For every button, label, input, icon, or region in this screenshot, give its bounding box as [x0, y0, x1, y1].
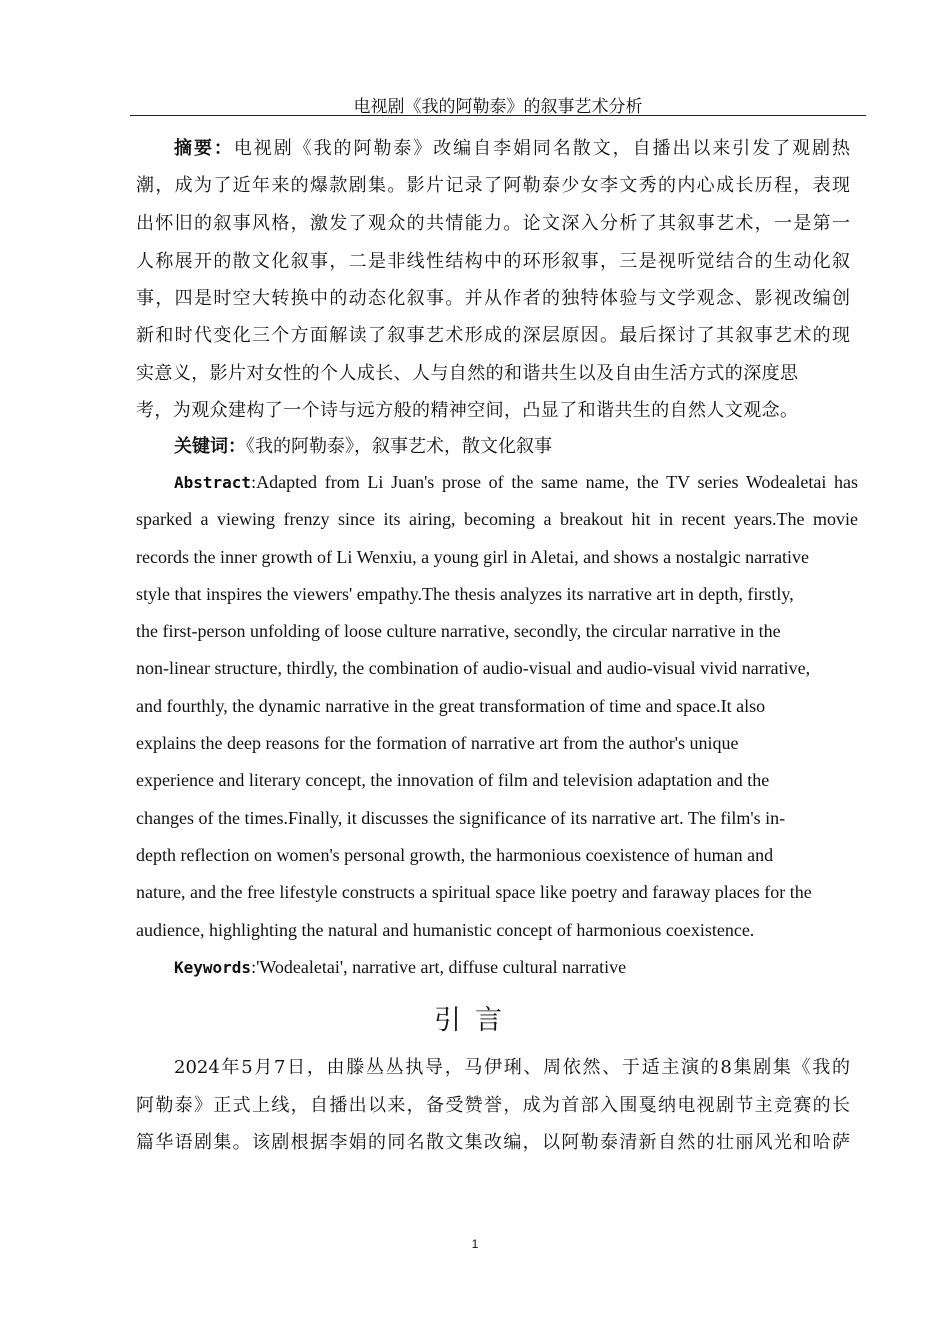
abstract-cn-line: 考，为观众建构了一个诗与远方般的精神空间，凸显了和谐共生的自然人文观念。 — [136, 400, 799, 421]
running-header: 电视剧《我的阿勒泰》的叙事艺术分析 — [353, 97, 643, 117]
abstract-en-line: Abstract:Adapted from Li Juan's prose of the same name, the TV series Wodealetai has — [174, 472, 858, 492]
abstract-cn-line: 人称展开的散文化叙事，二是非线性结构中的环形叙事，三是视听觉结合的生动化叙 — [136, 251, 850, 272]
abstract-en-label: Abstract — [174, 473, 252, 492]
abstract-en-line: nature, and the free lifestyle constructs a spiritual space like poetry and faraway places for the — [136, 882, 812, 902]
abstract-en-line: records the inner growth of Li Wenxiu, a young girl in Aletai, and shows a nostalgic narrative — [136, 547, 810, 567]
abstract-en-line: non-linear structure, thirdly, the combination of audio-visual and audio-visual vivid narrative, — [136, 658, 811, 678]
keywords-cn-text: 《我的阿勒泰》，叙事艺术，散文化叙事 — [246, 436, 552, 457]
abstract-cn-label: 摘要： — [174, 138, 234, 159]
intro-line: 2024年5月7日，由滕丛丛执导，马伊琍、周依然、于适主演的8集剧集《我的 — [174, 1057, 850, 1078]
abstract-en-line: explains the deep reasons for the formation of narrative art from the author's unique — [136, 733, 739, 753]
abstract-cn-line: 潮，成为了近年来的爆款剧集。影片记录了阿勒泰少女李文秀的内心成长历程，表现 — [136, 175, 850, 196]
abstract-en-line: changes of the times.Finally, it discusses the significance of its narrative art. The film's in- — [136, 808, 786, 828]
abstract-en-line: experience and literary concept, the innovation of film and television adaptation and the — [136, 770, 770, 790]
abstract-cn-line: 出怀旧的叙事风格，激发了观众的共情能力。论文深入分析了其叙事艺术，一是第一 — [136, 213, 850, 234]
keywords-en-text: 'Wodealetai', narrative art, diffuse cultural narrative — [256, 957, 627, 977]
keywords-en: Keywords:'Wodealetai', narrative art, diffuse cultural narrative — [174, 957, 627, 977]
abstract-en-line: style that inspires the viewers' empathy.The thesis analyzes its narrative art in depth, firstly, — [136, 584, 794, 604]
page-number: 1 — [471, 1237, 479, 1251]
header-rule — [130, 115, 866, 116]
abstract-en-line: the first-person unfolding of loose culture narrative, secondly, the circular narrative in the — [136, 621, 781, 641]
abstract-en-line: and fourthly, the dynamic narrative in the great transformation of time and space.It also — [136, 696, 766, 716]
section-heading-intro: 引言 — [434, 1005, 516, 1036]
abstract-cn-line: 事，四是时空大转换中的动态化叙事。并从作者的独特体验与文学观念、影视改编创 — [136, 288, 850, 309]
intro-line: 篇华语剧集。该剧根据李娟的同名散文集改编，以阿勒泰清新自然的壮丽风光和哈萨 — [136, 1132, 850, 1153]
abstract-en-line: depth reflection on women's personal growth, the harmonious coexistence of human and — [136, 845, 774, 865]
abstract-cn-line: 实意义，影片对女性的个人成长、人与自然的和谐共生以及自由生活方式的深度思 — [136, 363, 799, 384]
abstract-en-line: sparked a viewing frenzy since its airing, becoming a breakout hit in recent years.The movie — [136, 509, 858, 529]
abstract-en-line: audience, highlighting the natural and humanistic concept of harmonious coexistence. — [136, 920, 755, 940]
keywords-en-label: Keywords — [174, 958, 252, 977]
keywords-cn-label: 关键词： — [174, 436, 246, 457]
intro-line: 阿勒泰》正式上线，自播出以来，备受赞誉，成为首部入围戛纳电视剧节主竞赛的长 — [136, 1095, 850, 1116]
abstract-cn-line: 摘要：电视剧《我的阿勒泰》改编自李娟同名散文，自播出以来引发了观剧热 — [174, 138, 851, 159]
abstract-cn-line: 新和时代变化三个方面解读了叙事艺术形成的深层原因。最后探讨了其叙事艺术的现 — [136, 325, 850, 346]
keywords-cn — [174, 436, 850, 458]
